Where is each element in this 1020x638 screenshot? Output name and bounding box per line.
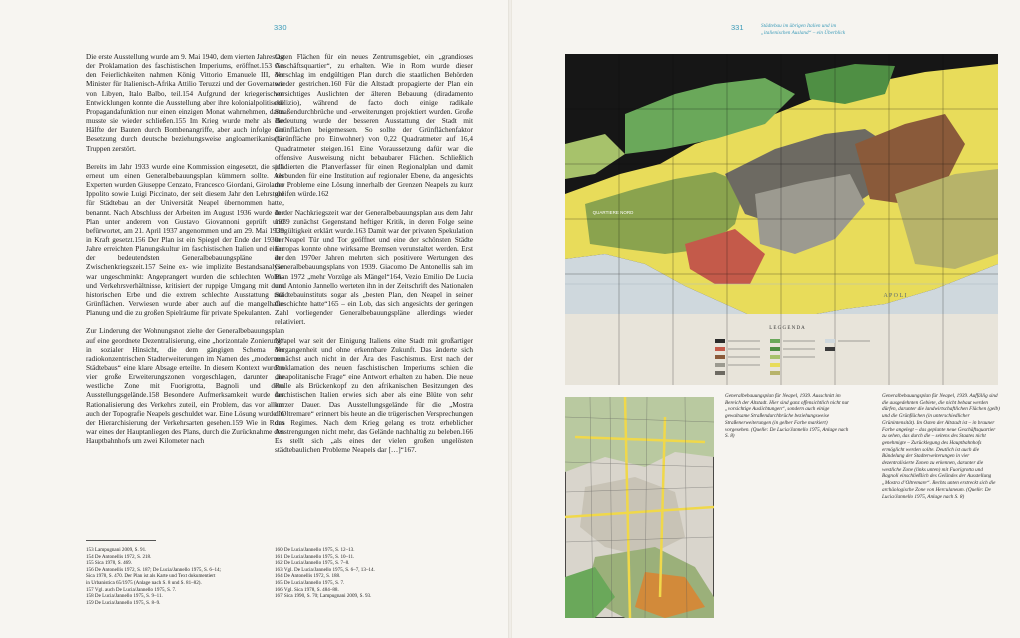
footnote: Sica 1978, S. 470. Der Plan ist als Karte und Text dokumentiert [86,573,216,580]
footnote: 160 De Lucia/Jannello 1975, S. 12–13. [275,547,355,553]
footnote: 161 De Lucia/Jannello 1975, S. 10–11. [275,553,355,560]
footnote: 155 Sica 1978, S. 469. [86,560,132,567]
paragraph: Neapel war seit der Einigung Italiens eine Stadt mit großartiger Vergangenheit und ohne erkennbare Zukunft. Das änderte sich zunächst auch nicht in der Ära des Faschismus. Erst nach der Proklamation des neuen faschistischen Imperiums schien die „neapolitanische Frage“ eine Antwort erhalten zu haben. Die neue Rolle als Brückenkopf zu den afrikanischen Besitzungen des faschistischen Italien erwies sich aber als eine Blüte von sehr kurzer Dauer. Das Ausstellungsgelände für die „Mostra d’Oltremare“ erinnert bis heute an die trügerischen Versprechungen des Regimes. Nach dem Krieg gelang es trotz erheblicher Anstrengungen nicht mehr, das Gelände nachhaltig zu beleben.166 Es stellt sich „als eines der vielen großen ungelösten städtebaulichen Probleme Neapels dar […]“167. [275,335,473,455]
paragraph: Die erste Ausstellung wurde am 9. Mai 1940, dem vierten Jahrestag der Proklamation des faschistischen Imperiums, eröffnet.153 An den Feierlichkeiten nahmen König Vittorio Emanuele III, der Minister für Italienisch-Afrika Attilio Teruzzi und der Governatore von Libyen, Italo Balbo, teil.154 Aufgrund der kriegerischen Entwicklungen konnte die Ausstellung aber ihre kolonialpolitische Propagandafunktion nur einen einzigen Monat wahrnehmen, dann musste sie wieder schließen.155 Im Krieg wurde mehr als die Hälfte der Bauten durch Bombenangriffe, aber auch infolge der Besetzung durch deutsche beziehungsweise angloamerikanische Truppen zerstört. [86,52,284,153]
footnote: 156 De Antonellis 1972, S. 187; De Lucia/Jannello 1975, S. 6–14; [86,566,221,573]
footnote-rule [86,540,156,541]
footnotes-left [86,547,284,606]
caption-detail-map: Generalbebauungsplan für Neapel, 1939. Ausschnitt im Bereich der Altstadt. Hier sind ganz offensichtlich nicht nur „vorsichtige Auslichtungen“, sondern auch einige gewaltsame Straßendurchbrüche beziehungsweise Straßenerweiterungen (in gelber Farbe markiert) vorgesehen. (Quelle: De Lucia/Jannello 1975, Anlage nach S. 8) [725,393,850,440]
footnote: 157 Vgl. auch De Lucia/Jannello 1975, S. 7. [86,586,177,593]
footnote: 162 De Lucia/Jannello 1975, S. 7–8. [275,560,350,567]
book-gutter [508,0,512,638]
caption-master-plan: Generalbebauungsplan für Neapel, 1939. Auffällig sind die ausgedehnten Gebiete, die nicht bebaut werden dürfen, darunter die landwirtschaftlichen Flächen (gelb) und die Grünflächen (in unterschiedlicher Grünintensität). Im Osten der Altstadt ist – in brauner Farbe angelegt – das geplante neue Geschäftsquartier zu sehen, das durch die – seitens des Staates nicht genehmigte – Zurücklegung des Hauptbahnhofs ermöglicht werden sollte. Deutlich ist auch die Bündelung der Stadterweiterungen in vier dezentralisierte Zonen zu erkennen, darunter die westliche Zone (links unten) mit Fuorigrotta und Bagnoli einschließlich des Geländes der Ausstellung „Mostra d’Oltremare“. Rechts unten erstreckt sich die archäologische Zone von Herculaneum. (Quelle: De Lucia/Jannello 1975, Anlage nach S. 8) [882,393,1000,500]
page-number-right: 331 [731,23,744,32]
footnote: 158 De Lucia/Jannello 1975, S. 9–11. [86,593,163,600]
page-number-left: 330 [274,23,287,32]
paragraph: Zur Linderung der Wohnungsnot zielte der Generalbebauungsplan auf eine geordnete Dezentralisierung, eine „horizontale Zonierung“ in sozialer Hinsicht, die dem gängigen Schema der radiokonzentrischen Stadterweiterungen im Namen des „modernen Städtebaus“ eine klare Absage erteilte. In diesem Kontext wurden vier große Erweiterungszonen vorgeschlagen, darunter die westliche Zone mit Fuorigrotta, Bagnoli und dem Ausstellungsgelände.158 Besondere Aufmerksamkeit wurde der Rationalisierung des Verkehrs zuteil, ein Problem, das vor allem auch der Topografie Neapels geschuldet war. Eine Lösung wurde in der Hierarchisierung der Verkehrsarten gesehen.159 Wie in Rom war eines der Hauptanliegen des Plans, durch die Zurücknahme des Hauptbahnhofs um zwei Kilometer nach [86,326,284,446]
footnote: in Urbanistica 65/1975 (Anlage nach S. 8 und S. 81–82). [86,579,202,586]
text-column-2 [275,52,473,464]
footnote: 163 Vgl. De Lucia/Jannello 1975, S. 6–7, 13–14. [275,566,375,573]
footnote: 166 Vgl. Sica 1978, S. 484–88. [275,586,339,593]
footnote: 167 Sica 1990, S. 70; Lampugnani 2009, S. 93. [275,593,372,600]
map-sea-label: A P O L I [883,293,907,299]
text-column-1 [86,52,284,454]
footnotes-right [275,547,473,600]
footnote: 154 De Antonellis 1972, S. 218. [86,553,152,560]
old-town-detail-map [565,397,714,618]
footnote: 159 De Lucia/Jannello 1975, S. 8–9. [86,599,161,606]
footnote: 153 Lampugnani 2009, S. 91. [86,547,147,553]
paragraph: Osten Flächen für ein neues Zentrumsgebiet, ein „grandioses Geschäftsquartier“, zu erhalten. Wie in Rom wurde dieser Vorschlag im endgültigen Plan durch die staatlichen Behörden wieder gestrichen.160 Für die Altstadt propagierte der Plan ein vorsichtiges Auslichten der älteren Bebauung (diradamento edilizio), während de facto doch einige radikale Straßendurchbrüche und -erweiterungen projektiert wurden. Große Bedeutung wurde der besseren Ausstattung der Stadt mit Grünflächen beigemessen. So sollte der Grünflächenfaktor (Grünfläche pro Einwohner) von 0,22 Quadratmeter auf 16,4 Quadratmeter steigen.161 Eine Voraussetzung dafür war die offensive Ausweisung nicht bebaubarer Flächen. Schließlich plädierten die Planverfasser für einen Regionalplan und damit verbunden für eine Institution auf regionaler Ebene, da angesichts der Probleme eine Lösung innerhalb der Grenzen Neapels zu kurz greifen würde.162 [275,52,473,199]
paragraph: Bereits im Jahr 1933 wurde eine Kommission eingesetzt, die sich erneut um einen Generalbebauungsplan kümmern sollte. Als Experten wurden Giuseppe Cenzato, Francesco Giordani, Girolamo Ippolito sowie Luigi Piccinato, der seit diesem Jahr den Lehrstuhl für Städtebau an der Universität Neapel übernommen hatte, benannt. Nach Abschluss der Arbeiten im August 1936 wurde der Plan unter anderem von Gustavo Giovannoni geprüft und befürwortet, am 21. April 1937 angenommen und am 29. Mai 1939 in Kraft gesetzt.156 Der Plan ist ein Spiegel der Ende der 1930er Jahre erreichten Planungskultur im faschistischen Italien und einer der bedeutendsten Generalbebauungspläne der Zwischenkriegszeit.157 Seine ex- wie implizite Bestandsanalyse war ungeschminkt: Angeprangert wurden die schlechten Wohn- und Verkehrsverhältnisse, kritisiert der ruppige Umgang mit dem historischen Erbe und die extrem schlechte Ausstattung mit Grünflächen. Verwiesen wurde aber auch auf die mangelhafte Planung und die zu großen Spielräume für private Spekulanten. [86,161,284,318]
master-plan-map [565,54,998,385]
map-legend-title: L E G G E N D A [769,326,805,331]
footnote: 165 De Lucia/Jannello 1975, S. 7. [275,579,345,586]
paragraph: In der Nachkriegszeit war der Generalbebauungsplan aus dem Jahr 1939 zunächst Gegenstand heftiger Kritik, in deren Folge seine Ungültigkeit erklärt wurde.163 Damit war der privaten Spekulation in Neapel Tür und Tor geöffnet und eine der schönsten Städte Europas konnte ohne wirksame Bremsen verunstaltet werden. Erst in den 1970er Jahren mehrten sich positivere Wertungen des Generalbebauungsplans von 1939. Giacomo De Antonellis sah im Plan 1972 „mehr Vorzüge als Mängel“164, Vezio Emilio De Lucia und Antonio Jannello werteten ihn in der Zeitschrift des Nationalen Städtebauinstituts sogar als „besten Plan, den Neapel in seiner Geschichte hatte“165 – ein Lob, das sich angesichts der geringen Zahl vorliegender Generalbebauungspläne allerdings wieder relativiert. [275,207,473,327]
map-quarter-label: QUARTIERE NORD [592,210,634,215]
running-head [761,23,845,36]
footnote: 164 De Antonellis 1972, S. 188. [275,573,341,580]
running-head-line-1: Städtebau im übrigen Italien und im [761,23,837,29]
running-head-line-2: „italienischen Ausland“ – ein Überblick [761,29,846,36]
